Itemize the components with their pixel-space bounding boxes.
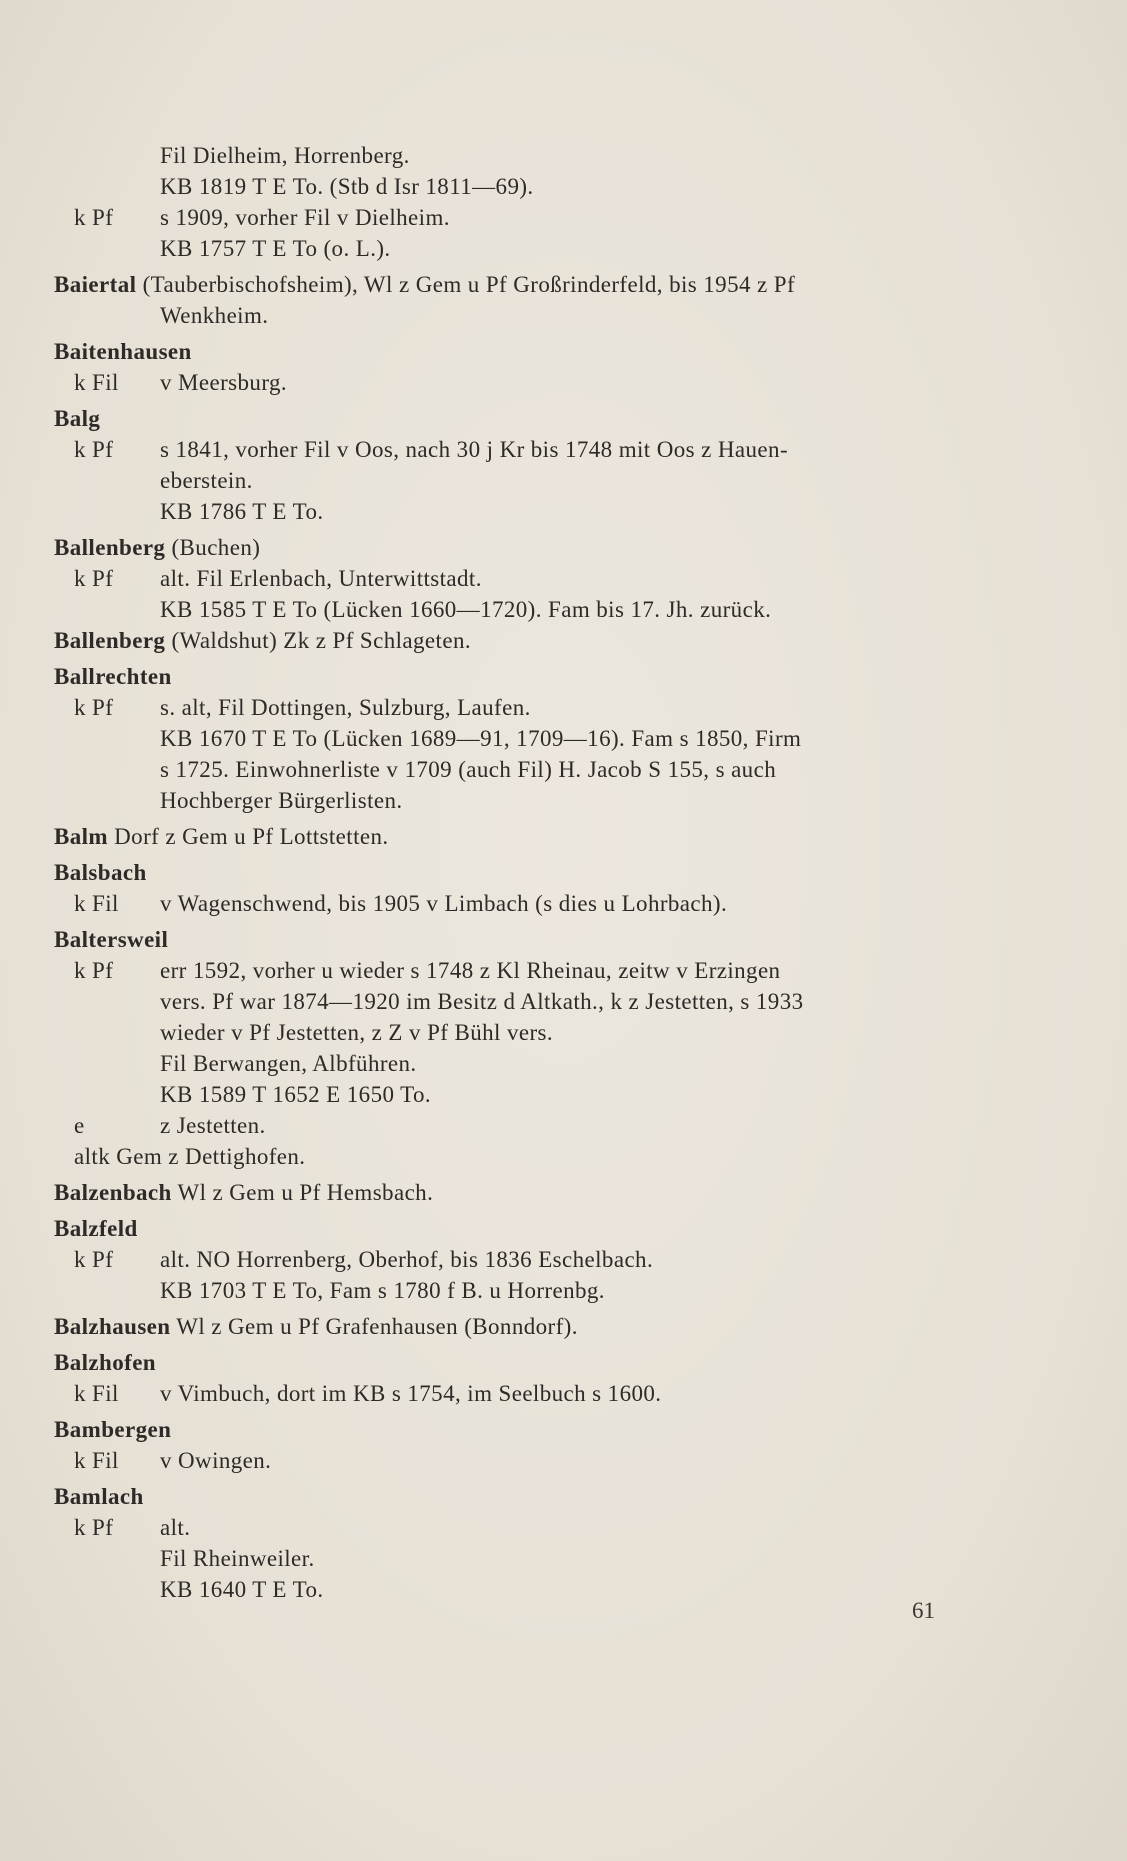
entry-text: Fil Dielheim, Horrenberg. bbox=[160, 143, 410, 168]
entry-line bbox=[0, 465, 1127, 496]
entry-line bbox=[0, 1481, 1127, 1512]
entry-heading-line bbox=[54, 1177, 433, 1208]
entry-label: e bbox=[74, 1113, 85, 1138]
entry-line bbox=[0, 1177, 1127, 1208]
entry-line bbox=[0, 1311, 1127, 1342]
entry-line bbox=[0, 1445, 1127, 1476]
entry-heading-line bbox=[54, 532, 260, 563]
entry-heading-line bbox=[54, 269, 795, 300]
entry-text: KB 1589 T 1652 E 1650 To. bbox=[160, 1082, 431, 1107]
entry-heading-line bbox=[54, 821, 389, 852]
place-name: Balg bbox=[54, 406, 101, 431]
entry-label: k Pf bbox=[74, 566, 114, 591]
entry-line bbox=[0, 1244, 1127, 1275]
entry-line bbox=[0, 625, 1127, 656]
entry-line bbox=[0, 754, 1127, 785]
entry-line bbox=[0, 924, 1127, 955]
entry-line bbox=[0, 1110, 1127, 1141]
entry-line bbox=[0, 1347, 1127, 1378]
entry-text: s. alt, Fil Dottingen, Sulzburg, Laufen. bbox=[160, 695, 531, 720]
place-name: Baiertal bbox=[54, 272, 137, 297]
entry-text: Wl z Gem u Pf Hemsbach. bbox=[177, 1180, 434, 1205]
entry-text: Fil Berwangen, Albführen. bbox=[160, 1051, 417, 1076]
entry-text: v Meersburg. bbox=[160, 370, 288, 395]
entry-text: KB 1819 T E To. (Stb d Isr 1811—69). bbox=[160, 174, 534, 199]
place-name: Balzhofen bbox=[54, 1350, 156, 1375]
place-name: Ballenberg bbox=[54, 535, 166, 560]
entry-label: k Pf bbox=[74, 695, 114, 720]
entry-heading-line bbox=[54, 1311, 578, 1342]
entry-text: KB 1786 T E To. bbox=[160, 499, 324, 524]
entry-line bbox=[0, 1543, 1127, 1574]
entry-line bbox=[0, 888, 1127, 919]
entry-text: (Tauberbischofsheim), Wl z Gem u Pf Großrinderfeld, bis 1954 z Pf bbox=[142, 272, 796, 297]
entry-text: KB 1757 T E To (o. L.). bbox=[160, 236, 391, 261]
entry-line bbox=[0, 821, 1127, 852]
entry-text: KB 1640 T E To. bbox=[160, 1577, 324, 1602]
entry-label: k Fil bbox=[74, 370, 119, 395]
entry-text: Wl z Gem u Pf Grafenhausen (Bonndorf). bbox=[176, 1314, 578, 1339]
entry-text: KB 1585 T E To (Lücken 1660—1720). Fam bis 17. Jh. zurück. bbox=[160, 597, 772, 622]
entry-text: Dorf z Gem u Pf Lottstetten. bbox=[114, 824, 389, 849]
entry-line bbox=[0, 202, 1127, 233]
entry-line bbox=[0, 1378, 1127, 1409]
entry-line bbox=[0, 496, 1127, 527]
entry-label: k Fil bbox=[74, 1381, 119, 1406]
place-name: Bamlach bbox=[54, 1484, 144, 1509]
entry-line bbox=[0, 171, 1127, 202]
entry-label: k Pf bbox=[74, 1515, 114, 1540]
entry-text: v Vimbuch, dort im KB s 1754, im Seelbuch s 1600. bbox=[160, 1381, 662, 1406]
entry-text: z Jestetten. bbox=[160, 1113, 266, 1138]
place-name: Ballrechten bbox=[54, 664, 172, 689]
entry-line bbox=[0, 434, 1127, 465]
entry-line bbox=[0, 300, 1127, 331]
entry-line bbox=[0, 403, 1127, 434]
entry-label: k Pf bbox=[74, 1247, 114, 1272]
entry-line bbox=[0, 1275, 1127, 1306]
entry-line bbox=[0, 269, 1127, 300]
entry-text: wieder v Pf Jestetten, z Z v Pf Bühl vers. bbox=[160, 1020, 554, 1045]
entry-text: alt. bbox=[160, 1515, 191, 1540]
place-name: Baltersweil bbox=[54, 927, 169, 952]
entry-line bbox=[0, 1141, 1127, 1172]
entry-line bbox=[0, 532, 1127, 563]
entry-line bbox=[0, 336, 1127, 367]
entry-label: k Fil bbox=[74, 1448, 119, 1473]
entry-text: Fil Rheinweiler. bbox=[160, 1546, 315, 1571]
entry-text: KB 1670 T E To (Lücken 1689—91, 1709—16). Fam s 1850, Firm bbox=[160, 726, 802, 751]
entry-label: k Pf bbox=[74, 437, 114, 462]
entry-text: eberstein. bbox=[160, 468, 253, 493]
entry-line bbox=[0, 1213, 1127, 1244]
entry-line bbox=[0, 1079, 1127, 1110]
entry-text: Wenkheim. bbox=[160, 303, 269, 328]
entry-line bbox=[0, 785, 1127, 816]
entry-line bbox=[0, 986, 1127, 1017]
entry-heading-line bbox=[54, 625, 471, 656]
entry-line bbox=[0, 692, 1127, 723]
entry-text: (Waldshut) Zk z Pf Schlageten. bbox=[171, 628, 471, 653]
entry-text: altk Gem z Dettighofen. bbox=[74, 1144, 306, 1169]
entry-line bbox=[0, 1574, 1127, 1605]
entry-text: s 1909, vorher Fil v Dielheim. bbox=[160, 205, 450, 230]
entry-text: (Buchen) bbox=[171, 535, 261, 560]
place-name: Balzfeld bbox=[54, 1216, 138, 1241]
place-name: Bambergen bbox=[54, 1417, 172, 1442]
entry-line bbox=[0, 233, 1127, 264]
entry-line bbox=[0, 1512, 1127, 1543]
entry-text: KB 1703 T E To, Fam s 1780 f B. u Horrenbg. bbox=[160, 1278, 605, 1303]
entry-line bbox=[0, 140, 1127, 171]
entry-text: err 1592, vorher u wieder s 1748 z Kl Rheinau, zeitw v Erzingen bbox=[160, 958, 781, 983]
entry-line bbox=[0, 1017, 1127, 1048]
entry-label: k Fil bbox=[74, 891, 119, 916]
entry-text: alt. NO Horrenberg, Oberhof, bis 1836 Eschelbach. bbox=[160, 1247, 654, 1272]
entry-text: v Owingen. bbox=[160, 1448, 272, 1473]
place-name: Balzhausen bbox=[54, 1314, 171, 1339]
entry-line bbox=[0, 661, 1127, 692]
entry-label: k Pf bbox=[74, 205, 114, 230]
entry-line bbox=[0, 723, 1127, 754]
page-number: 61 bbox=[912, 1598, 935, 1623]
entry-text: Hochberger Bürgerlisten. bbox=[160, 788, 403, 813]
entry-text: s 1841, vorher Fil v Oos, nach 30 j Kr bis 1748 mit Oos z Hauen- bbox=[160, 437, 789, 462]
place-name: Balm bbox=[54, 824, 108, 849]
entry-text: v Wagenschwend, bis 1905 v Limbach (s dies u Lohrbach). bbox=[160, 891, 728, 916]
entry-line bbox=[0, 955, 1127, 986]
entry-text: s 1725. Einwohnerliste v 1709 (auch Fil) H. Jacob S 155, s auch bbox=[160, 757, 777, 782]
entry-line bbox=[0, 594, 1127, 625]
entry-text: alt. Fil Erlenbach, Unterwittstadt. bbox=[160, 566, 482, 591]
entry-line bbox=[0, 1048, 1127, 1079]
entry-label: k Pf bbox=[74, 958, 114, 983]
entry-text: vers. Pf war 1874—1920 im Besitz d Altkath., k z Jestetten, s 1933 bbox=[160, 989, 804, 1014]
entry-line bbox=[0, 563, 1127, 594]
place-name: Balzenbach bbox=[54, 1180, 172, 1205]
place-name: Ballenberg bbox=[54, 628, 166, 653]
entry-line bbox=[0, 367, 1127, 398]
place-name: Balsbach bbox=[54, 860, 147, 885]
entry-line bbox=[0, 1414, 1127, 1445]
gazetteer-entries bbox=[0, 140, 1127, 1605]
entry-line bbox=[0, 857, 1127, 888]
place-name: Baitenhausen bbox=[54, 339, 192, 364]
